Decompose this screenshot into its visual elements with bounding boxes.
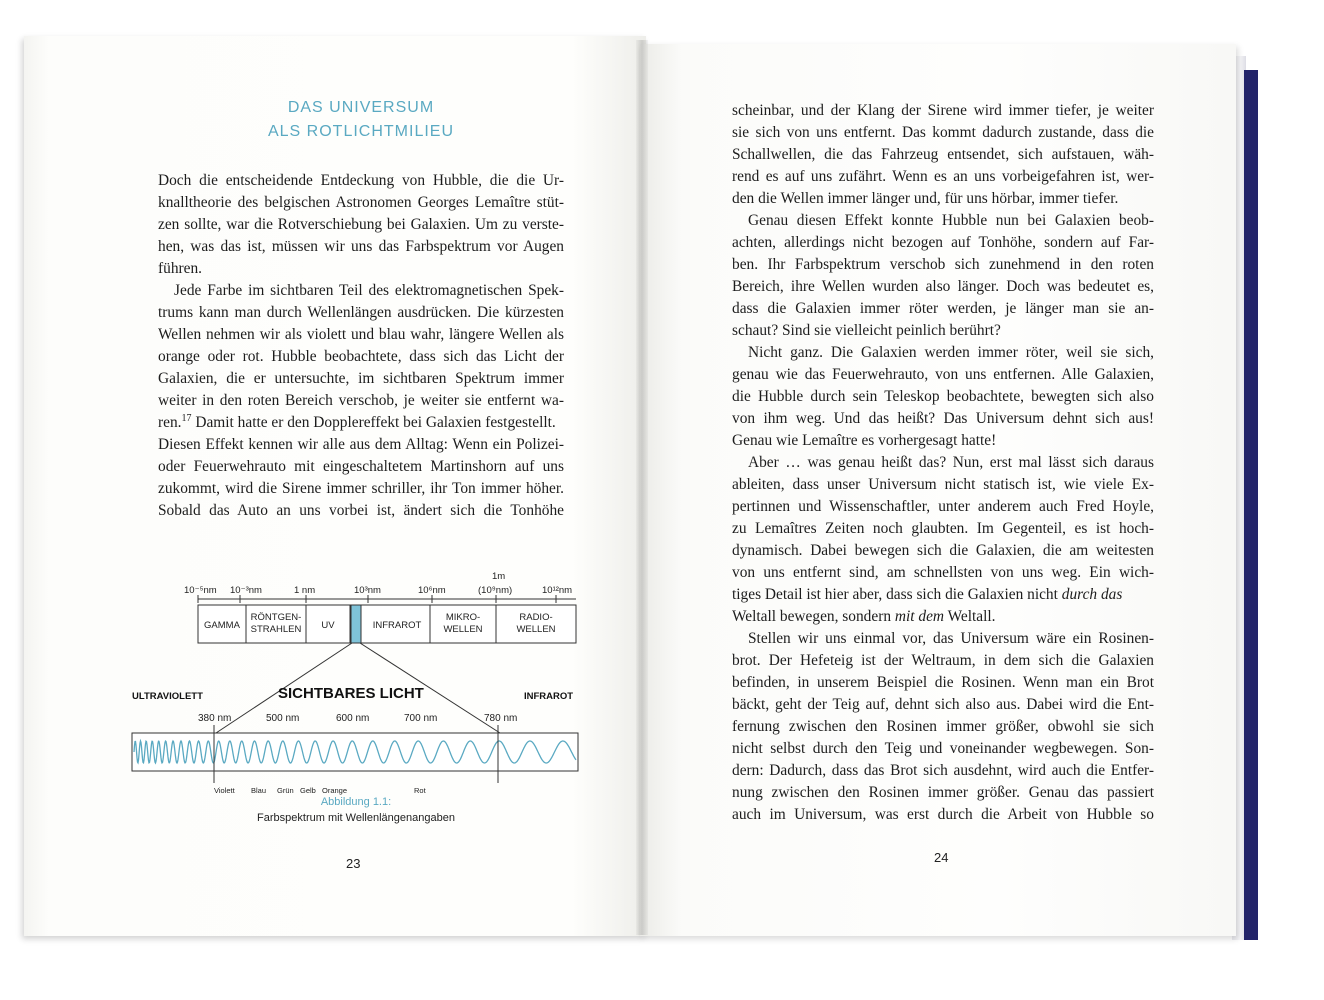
text-line [732, 606, 996, 628]
text-line: von uns entfernt sind, am schnellsten von uns weg. Ein wich- [732, 564, 1154, 581]
text-line: Jede Farbe im sichtbaren Teil des elektromagnetischen Spek- [174, 282, 564, 299]
text-line: befinden, in unserem Beispiel die Rosinen. Wenn man ein Brot [732, 674, 1154, 691]
text-line [732, 584, 1122, 606]
book-gutter [636, 40, 648, 935]
text-line: oder Feuerwehrauto mit eingeschaltetem Martinshorn auf uns [158, 458, 564, 475]
text-line: dass die Galaxien immer röter werden, je länger man sie an- [732, 300, 1154, 317]
text-line: hen, was das ist, müssen wir uns das Farbspektrum vor Augen [158, 238, 564, 255]
color-label-orange: Orange [322, 786, 348, 795]
chapter-title [200, 96, 522, 144]
text-line: nung zwischen den Rosinen immer größer. Genau das passiert [732, 784, 1154, 801]
color-label-violett: Violett [214, 786, 235, 795]
text-line: Diesen Effekt kennen wir alle aus dem Alltag: Wenn ein Polizei- [158, 436, 564, 453]
text-fragment: tiges Detail ist hier aber, dass sich die Galaxien nicht [732, 586, 1058, 603]
text-line: Aber … was genau heißt das? Nun, erst mal lässt sich daraus [748, 454, 1154, 471]
wavelength-label: 380 nm [198, 713, 232, 724]
text-line: orange oder rot. Hubble beobachtete, dass sich das Licht der [158, 348, 564, 365]
text-line: Galaxien, die er untersuchte, im sichtbaren Spektrum immer [158, 370, 564, 387]
ultraviolet-label: ULTRAVIOLETT [132, 691, 203, 702]
color-label-blau: Blau [251, 786, 267, 795]
scale-label: 10⁻⁵nm [184, 585, 217, 596]
text-line: zen sollte, war die Rotverschiebung bei Galaxien. Um zu verste- [158, 216, 564, 233]
figure-caption-title: Abbildung 1.1: [320, 796, 392, 808]
text-line: schaut? Sind sie vielleicht peinlich berührt? [732, 322, 1001, 339]
text-line: Schallwellen, die das Fahrzeug entsendet, sich aufstauen, wäh- [732, 146, 1154, 163]
text-line: knalltheorie des belgischen Astronomen Georges Lemaître stüt- [158, 194, 564, 211]
text-line: die Hubble durch sein Teleskop beobachtete, bewegten sich also [732, 388, 1154, 405]
band-label-microwave: MIKRO- [445, 612, 481, 623]
chapter-title-line-2: ALS ROTLICHTMILIEU [267, 123, 455, 140]
color-label-gelb: Gelb [300, 786, 316, 795]
chapter-title-line-1: DAS UNIVERSUM [287, 99, 435, 116]
band-label-xray: RÖNTGEN- [250, 612, 302, 623]
scale-label: 10³nm [354, 585, 381, 596]
text-line: zu Lemaîtres Zeiten noch glaubten. Im Gegenteil, es ist hoch- [732, 520, 1154, 537]
figure-caption-text: Farbspektrum mit Wellenlängenangaben [257, 812, 455, 824]
infrared-label: INFRAROT [524, 691, 574, 702]
wavelength-label: 600 nm [336, 713, 370, 724]
text-line: den die Wellen immer länger und, für uns hörbar, immer tiefer. [732, 190, 1119, 207]
band-label-microwave: WELLEN [443, 624, 483, 635]
text-line: brot. Der Hefeteig ist der Weltraum, in dem sich die Galaxien [732, 652, 1154, 669]
text-line: Sobald das Auto an uns vorbei ist, ändert sich die Tonhöhe [158, 502, 564, 519]
footnote-reference[interactable]: 17 [181, 412, 192, 424]
visible-light-label: SICHTBARES LICHT [278, 685, 424, 702]
book-cover-edge [1244, 70, 1258, 940]
text-line: Stellen wir uns einmal vor, das Universum wäre ein Rosinen- [748, 630, 1154, 647]
band-label-xray: STRAHLEN [250, 624, 302, 635]
text-line: trums kann man durch Wellenlängen ausdrücken. Die kürzesten [158, 304, 564, 321]
scale-label: 1m [492, 571, 506, 582]
wavelength-label: 780 nm [484, 713, 518, 724]
text-fragment: Damit hatte er den Dopplereffekt bei Galaxien festgestellt. [191, 414, 556, 431]
wave-box [132, 733, 578, 771]
text-line: von ihm weg. Und das heißt? Das Universum dehnt sich aus! [732, 410, 1154, 427]
text-line: führen. [158, 260, 203, 277]
text-line [158, 412, 556, 434]
text-line: pertinnen und Wissenschaftler, unter anderem auch Fred Hoyle, [732, 498, 1154, 515]
text-line: dynamisch. Dabei bewegen sich die Galaxien, die am weitesten [732, 542, 1154, 559]
band-label-radio: RADIO- [519, 612, 553, 623]
text-line: auch im Universum, was erst durch die Arbeit von Hubble so [732, 806, 1154, 823]
text-line: achten, allerdings nicht bezogen auf Tonhöhe, sondern auf Far- [732, 234, 1154, 251]
text-line: dern: Dadurch, dass das Brot sich ausdehnt, wird auch die Entfer- [732, 762, 1154, 779]
text-line: Bereich, ihre Wellen wurden also länger. Doch was bedeutet es, [732, 278, 1154, 295]
band-label-infrared: INFRAROT [372, 620, 422, 631]
scale-label: 1 nm [294, 585, 316, 596]
color-label-gruen: Grün [277, 786, 294, 795]
scale-label: (10⁹nm) [478, 585, 513, 596]
color-label-rot: Rot [414, 786, 426, 795]
text-line: Doch die entscheidende Entdeckung von Hubble, die die Ur- [158, 172, 564, 189]
visible-light-band [351, 605, 361, 643]
page-number-right: 24 [934, 850, 949, 865]
text-line: bäckt, geht der Teig auf, dehnt sich also aus. Dabei wird die Ent- [732, 696, 1154, 713]
text-line: sie sich von uns entfernt. Das kommt dadurch zustande, dass die [732, 124, 1154, 141]
text-line: fernung zwischen den Rosinen immer größer, obwohl sie sich [732, 718, 1154, 735]
text-line: ben. Ihr Farbspektrum verschob sich zunehmend in den roten [732, 256, 1154, 273]
text-line: genau wie das Feuerwehrauto, von uns entfernen. Alle Galaxien, [732, 366, 1154, 383]
text-line: scheinbar, und der Klang der Sirene wird immer tiefer, je weiter [732, 102, 1154, 119]
scale-label: 10⁶nm [418, 585, 446, 596]
page-number-left: 23 [346, 856, 361, 871]
wavelength-label: 700 nm [404, 713, 438, 724]
band-label-radio: WELLEN [516, 624, 556, 635]
scale-label: 10⁻³nm [230, 585, 262, 596]
italic-phrase: durch das [1061, 586, 1123, 603]
text-line: Wellen nehmen wir als violett und blau wahr, längere Wellen als [158, 326, 564, 343]
spectrum-figure [128, 540, 586, 830]
text-line: Genau wie Lemaître es vorhergesagt hatte! [732, 432, 997, 449]
text-fragment: Weltall bewegen, sondern [732, 608, 892, 625]
text-line: Genau diesen Effekt konnte Hubble nun bei Galaxien beob- [748, 212, 1154, 229]
band-label-uv: UV [321, 620, 335, 631]
text-fragment: Weltall. [944, 608, 996, 625]
italic-phrase: mit dem [894, 608, 945, 625]
band-label-gamma: GAMMA [204, 620, 240, 631]
text-line: weiter in den roten Bereich verschob, je weiter sie entfernt wa- [158, 392, 564, 409]
scale-label: 10¹²nm [542, 585, 573, 596]
wavelength-label: 500 nm [266, 713, 300, 724]
text-line: Nicht ganz. Die Galaxien werden immer röter, weil sie sich, [748, 344, 1154, 361]
text-line: zukommt, wird die Sirene immer schriller, ihr Ton immer höher. [158, 480, 564, 497]
text-fragment: ren. [158, 414, 182, 431]
text-line: rend es auf uns zufährt. Wenn es an uns vorbeigefahren ist, wer- [732, 168, 1154, 185]
text-line: nicht selbst durch den Teig und voneinander wegbewegen. Son- [732, 740, 1154, 757]
text-line: ableiten, dass unser Universum nicht statisch ist, wie viele Ex- [732, 476, 1154, 493]
